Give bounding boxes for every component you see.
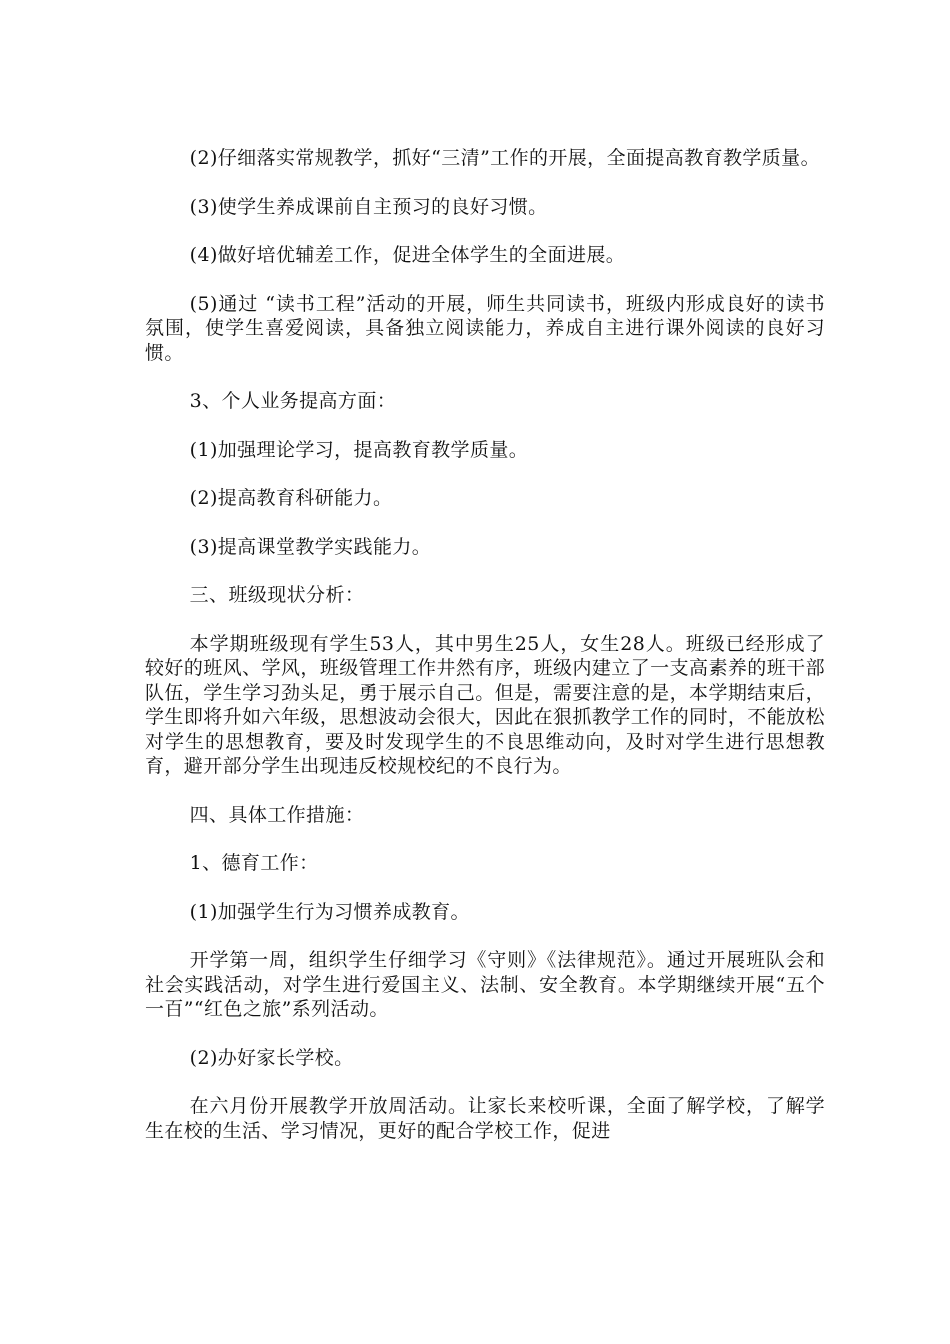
section-heading-measures: 四、具体工作措施： (189, 803, 365, 826)
subheading-moral-education: 1、德育工作： (189, 852, 319, 874)
paragraph-item-1-habits: (1)加强学生行为习惯养成教育。 (189, 900, 470, 923)
paragraph-item-4-tutoring: (4)做好培优辅差工作，促进全体学生的全面进展。 (189, 244, 626, 266)
paragraph-item-1-theory: (1)加强理论学习，提高教育教学质量。 (189, 438, 529, 461)
paragraph-first-week: 开学第一周，组织学生仔细学习《守则》《法律规范》。通过开展班队会和社会实践活动，对学生进行爱国主义、法制、安全教育。本学期继续开展“五个一百”“红色之旅”系列活动。 (145, 949, 825, 1020)
paragraph-open-week: 在六月份开展教学开放周活动。让家长来校听课，全面了解学校，了解学生在校的生活、学习情况，更好的配合学校工作，促进 (145, 1095, 825, 1142)
document-body (145, 146, 825, 1167)
section-heading-class-analysis: 三、班级现状分析： (189, 584, 365, 606)
section-heading-personal-improvement: 3、个人业务提高方面： (189, 390, 397, 412)
paragraph-item-2-quality: (2)仔细落实常规教学，抓好“三清”工作的开展，全面提高教育教学质量。 (189, 147, 820, 169)
paragraph-item-2-research: (2)提高教育科研能力。 (189, 487, 393, 509)
paragraph-item-3-practice: (3)提高课堂教学实践能力。 (189, 535, 432, 558)
paragraph-item-5-reading: (5)通过 “读书工程”活动的开展，师生共同读书，班级内形成良好的读书氛围，使学生喜爱阅读，具备独立阅读能力，养成自主进行课外阅读的良好习惯。 (145, 292, 825, 364)
paragraph-item-3-preview: (3)使学生养成课前自主预习的良好习惯。 (189, 195, 548, 218)
paragraph-item-2-parent-school: (2)办好家长学校。 (189, 1046, 354, 1069)
paragraph-class-analysis: 本学期班级现有学生53人，其中男生25人，女生28人。班级已经形成了较好的班风、学风，班级管理工作井然有序，班级内建立了一支高素养的班干部队伍，学生学习劲头足，勇于展示自己。但是，需要注意的是，本学期结束后，学生即将升如六年级，思想波动会很大，因此在狠抓教学工作的同时，不能放松对学生的思想教育，要及时发现学生的不良思维动向，及时对学生进行思想教育，避开部分学生出现违反校规校纪的不良行为。 (145, 632, 825, 777)
